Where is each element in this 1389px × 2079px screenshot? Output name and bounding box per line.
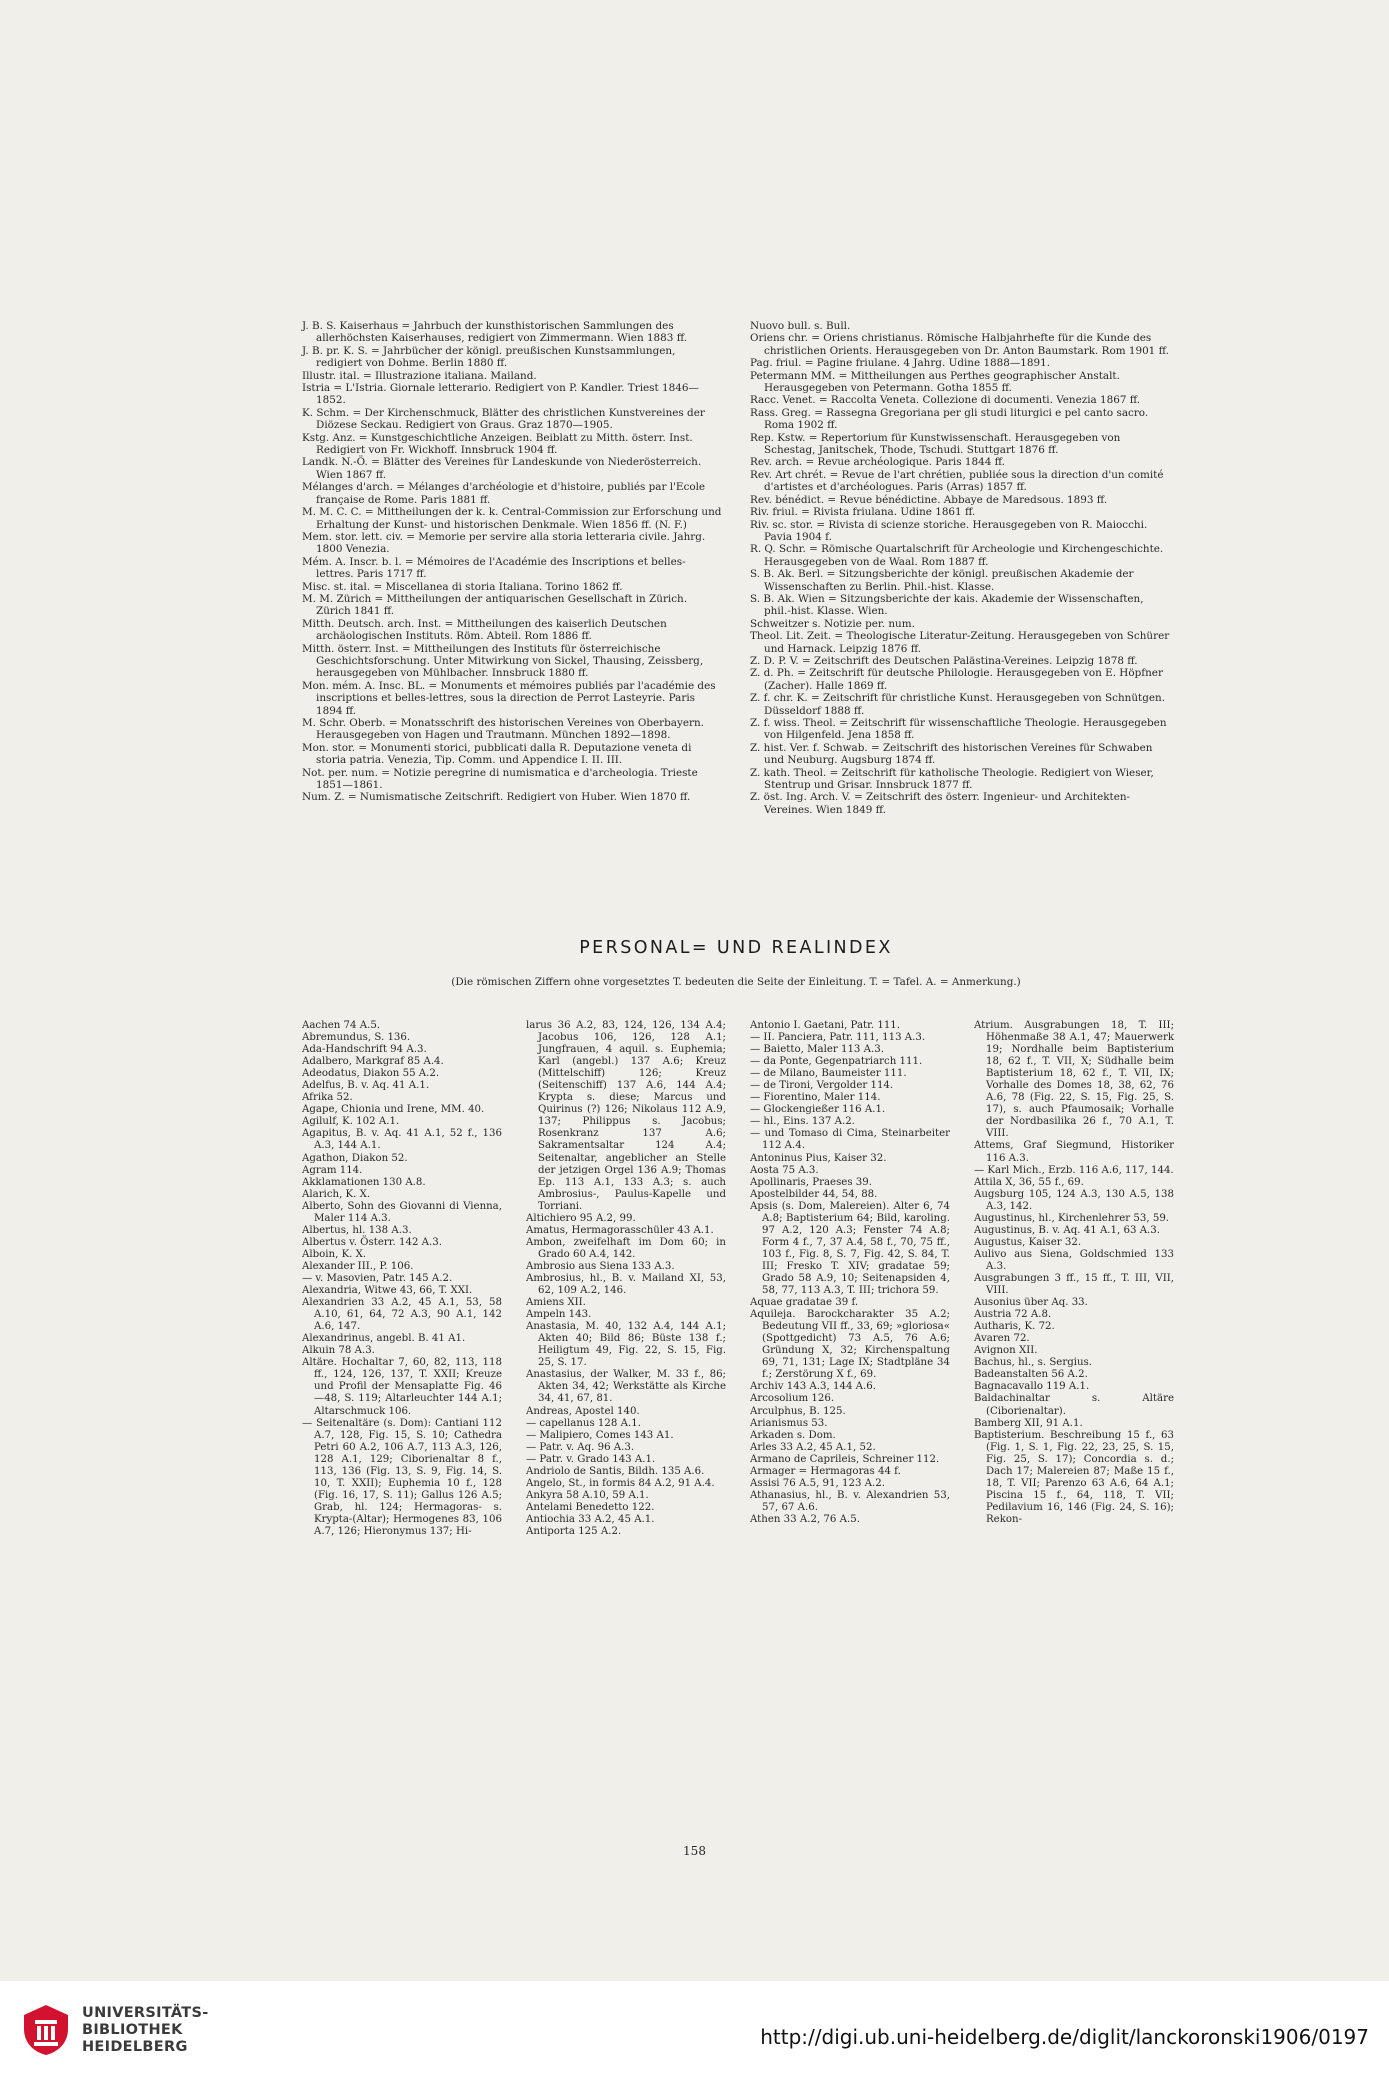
- index-entry: Aulivo aus Siena, Goldschmied 133 A.3.: [974, 1248, 1174, 1272]
- index-entry: Athen 33 A.2, 76 A.5.: [750, 1513, 860, 1525]
- index-entry: Alexandria, Witwe 43, 66, T. XXI.: [302, 1285, 473, 1297]
- abbreviation-entry: Theol. Lit. Zeit. = Theologische Literatur-Zeitung. Herausgegeben von Schürer und Harnack. Leipzig 1876 ff.: [750, 630, 1170, 655]
- index-entry: larus 36 A.2, 83, 124, 126, 134 A.4; Jacobus 106, 126, 128 A.1; Jungfrauen, 4 aquil. s. Euphemia; Karl (angebl.) 137 A.6; Kreuz (Mittelschiff) 126; Kreuz (Seitenschiff) 137 A.6, 144 A.4; Krypta s. diese; Marcus und Quirinus (?) 126; Nikolaus 112 A.9, 137; Philippus s. Jacobus; Rosenkranz 137 A.6; Sakramentsaltar 124 A.4; Seitenaltar, angeblicher an Stelle der jetzigen Orgel 136 A.9; Thomas Ep. 113 A.1, 133 A.3; s. auch Ambrosius-, Paulus-Kapelle und Torriani.: [526, 1020, 726, 1212]
- index-entry: Antiporta 125 A.2.: [526, 1525, 622, 1537]
- index-entry: Antoninus Pius, Kaiser 32.: [750, 1152, 887, 1164]
- abbreviation-entry: Rep. Kstw. = Repertorium für Kunstwissenschaft. Herausgegeben von Schestag, Janitschek, Thode, Tschudi. Stuttgart 1876 ff.: [750, 431, 1121, 457]
- abbreviation-entry: Rev. Art chrét. = Revue de l'art chrétien, publiée sous la direction d'un comité d'artistes et d'archéologues. Paris (Arras) 1857 ff.: [750, 468, 1164, 494]
- index-entry: Avignon XII.: [974, 1345, 1038, 1357]
- library-name-line-2: BIBLIOTHEK: [82, 2022, 183, 2038]
- index-entry: Apollinaris, Praeses 39.: [750, 1176, 873, 1188]
- index-list: [302, 1020, 1174, 1538]
- index-entry: Ankyra 58 A.10, 59 A.1.: [526, 1489, 649, 1501]
- index-entry: Alexander III., P. 106.: [302, 1260, 414, 1272]
- abbreviation-entry: S. B. Ak. Wien = Sitzungsberichte der kais. Akademie der Wissenschaften, phil.-hist. Klasse. Wien.: [750, 592, 1144, 618]
- index-entry: — Glockengießer 116 A.1.: [750, 1104, 886, 1116]
- index-entry: Badeanstalten 56 A.2.: [974, 1369, 1088, 1381]
- abbreviation-entry: Pag. friul. = Pagine friulane. 4 Jahrg. Udine 1888—1891.: [750, 357, 1051, 370]
- index-entry: — und Tomaso di Cima, Steinarbeiter 112 A.4.: [750, 1128, 950, 1152]
- abbreviation-entry: Z. d. Ph. = Zeitschrift für deutsche Philologie. Herausgegeben von E. Höpfner (Zacher). Halle 1869 ff.: [750, 667, 1163, 692]
- index-column-1: [302, 1020, 502, 1538]
- index-entry: Alboin, K. X.: [302, 1248, 367, 1260]
- index-entry: Alberto, Sohn des Giovanni di Vienna, Maler 114 A.3.: [302, 1200, 502, 1224]
- index-entry: Ampeln 143.: [526, 1309, 592, 1321]
- abbreviation-entry: Mitth. österr. Inst. = Mittheilungen des Instituts für österreichische Geschichtsforschung. Unter Mitwirkung von Sickel, Thausing, Zeissberg, herausgegeben von Mühlbacher. Innsbruck 1880 ff.: [302, 642, 704, 680]
- index-entry: Ambrosio aus Siena 133 A.3.: [526, 1260, 675, 1272]
- abbreviation-column-left: [302, 320, 722, 816]
- index-entry: Baptisterium. Beschreibung 15 f., 63 (Fig. 1, S. 1, Fig. 22, 23, 25, S. 15, Fig. 25, S. 17); Concordia s. d.; Dach 17; Malereien 87; Maße 15 f., 18, T. VII; Parenzo 63 A.6, 64 A.1; Piscina 15 f., 64, 118, T. VII; Pedilavium 16, 146 (Fig. 24, S. 16); Rekon-: [974, 1429, 1174, 1525]
- abbreviation-entry: Z. hist. Ver. f. Schwab. = Zeitschrift des historischen Vereines für Schwaben und Neuburg. Augsburg 1874 ff.: [750, 741, 1153, 767]
- index-entry: Adalbero, Markgraf 85 A.4.: [302, 1056, 444, 1068]
- index-entry: Antelami Benedetto 122.: [526, 1501, 655, 1513]
- index-entry: — Malipiero, Comes 143 A1.: [526, 1429, 674, 1441]
- abbreviation-column-right: [750, 320, 1170, 816]
- index-entry: Arles 33 A.2, 45 A.1, 52.: [750, 1441, 876, 1453]
- index-entry: Alexandrien 33 A.2, 45 A.1, 53, 58 A.10, 61, 64, 72 A.3, 90 A.1, 142 A.6, 147.: [302, 1297, 502, 1333]
- library-name-line-1: UNIVERSITÄTS-: [82, 2005, 209, 2021]
- index-column-2: [526, 1020, 726, 1538]
- index-entry: Angelo, St., in formis 84 A.2, 91 A.4.: [526, 1477, 715, 1489]
- index-entry: Athanasius, hl., B. v. Alexandrien 53, 57, 67 A.6.: [750, 1489, 950, 1513]
- index-entry: Ambrosius, hl., B. v. Mailand XI, 53, 62, 109 A.2, 146.: [526, 1272, 726, 1297]
- index-entry: Alexandrinus, angebl. B. 41 A1.: [302, 1333, 466, 1345]
- library-name: [82, 2005, 209, 2056]
- index-column-3: [750, 1020, 950, 1538]
- index-entry: Albertus v. Österr. 142 A.3.: [302, 1236, 442, 1248]
- index-entry: — capellanus 128 A.1.: [526, 1417, 641, 1429]
- index-entry: Akklamationen 130 A.8.: [302, 1176, 426, 1188]
- index-entry: Agram 114.: [302, 1164, 363, 1176]
- index-entry: Bagnacavallo 119 A.1.: [974, 1381, 1090, 1393]
- abbreviation-entry: M. Schr. Oberb. = Monatsschrift des historischen Vereines von Oberbayern. Herausgegeben von Hagen und Trautmann. München 1892—1898.: [302, 717, 704, 742]
- index-entry: Adeodatus, Diakon 55 A.2.: [302, 1068, 440, 1080]
- page-number: 158: [683, 1844, 706, 1858]
- index-entry: Altichiero 95 A.2, 99.: [526, 1212, 636, 1224]
- index-entry: Aquae gradatae 39 f.: [750, 1297, 859, 1309]
- index-entry: Abremundus, S. 136.: [302, 1032, 411, 1044]
- index-entry: — Baietto, Maler 113 A.3.: [750, 1044, 884, 1056]
- index-entry: Ausgrabungen 3 ff., 15 ff., T. III, VII, VIII.: [974, 1272, 1174, 1297]
- abbreviation-entry: Mitth. Deutsch. arch. Inst. = Mittheilungen des kaiserlich Deutschen archäologischen Instituts. Röm. Abteil. Rom 1886 ff.: [302, 617, 667, 643]
- index-entry: Antonio I. Gaetani, Patr. 111.: [750, 1020, 901, 1031]
- index-entry: Archiv 143 A.3, 144 A.6.: [750, 1381, 876, 1393]
- index-entry: — II. Panciera, Patr. 111, 113 A.3.: [750, 1032, 926, 1044]
- index-entry: — Fiorentino, Maler 114.: [750, 1092, 881, 1104]
- index-entry: Bachus, hl., s. Sergius.: [974, 1357, 1093, 1369]
- index-entry: — v. Masovien, Patr. 145 A.2.: [302, 1272, 453, 1284]
- abbreviation-entry: Z. f. wiss. Theol. = Zeitschrift für wissenschaftliche Theologie. Herausgegeben von Hilgenfeld. Jena 1858 ff.: [750, 717, 1167, 742]
- index-entry: Ada-Handschrift 94 A.3.: [302, 1044, 427, 1056]
- index-entry: Agilulf, K. 102 A.1.: [302, 1116, 400, 1128]
- abbreviation-list: [302, 320, 1170, 816]
- index-entry: Arkaden s. Dom.: [750, 1429, 836, 1441]
- abbreviation-entry: Z. f. chr. K. = Zeitschrift für christliche Kunst. Herausgegeben von Schnütgen. Düsseldorf 1888 ff.: [750, 692, 1166, 717]
- index-entry: Ambon, zweifelhaft im Dom 60; in Grado 60 A.4, 142.: [526, 1236, 726, 1260]
- index-entry: Amiens XII.: [526, 1297, 586, 1309]
- abbreviation-entry: J. B. pr. K. S. = Jahrbücher der königl. preußischen Kunstsammlungen, redigiert von Dohme. Berlin 1880 ff.: [302, 344, 676, 370]
- index-entry: Autharis, K. 72.: [974, 1321, 1055, 1333]
- abbreviation-entry: J. B. S. Kaiserhaus = Jahrbuch der kunsthistorischen Sammlungen des allerhöchsten Kaiserhauses, redigiert von Zimmermann. Wien 1883 ff.: [302, 320, 688, 345]
- index-entry: Arcosolium 126.: [750, 1393, 835, 1405]
- index-entry: Antiochia 33 A.2, 45 A.1.: [526, 1513, 655, 1525]
- abbreviation-entry: Mém. A. Inscr. b. l. = Mémoires de l'Académie des Inscriptions et belles-lettres. Paris 1717 ff.: [302, 555, 686, 581]
- abbreviation-entry: Z. kath. Theol. = Zeitschrift für katholische Theologie. Redigiert von Wieser, Stentrup und Grisar. Innsbruck 1877 ff.: [750, 766, 1154, 792]
- index-entry: Andriolo de Santis, Bildh. 135 A.6.: [526, 1465, 705, 1477]
- abbreviation-entry: Rev. bénédict. = Revue bénédictine. Abbaye de Maredsous. 1893 ff.: [750, 493, 1108, 506]
- index-entry: — Patr. v. Grado 143 A.1.: [526, 1453, 656, 1465]
- abbreviation-entry: Rev. arch. = Revue archéologique. Paris 1844 ff.: [750, 456, 1005, 469]
- footer-bar: [0, 1981, 1389, 2079]
- index-entry: Armano de Caprileis, Schreiner 112.: [750, 1453, 940, 1465]
- abbreviation-entry: Riv. sc. stor. = Rivista di scienze storiche. Herausgegeben von R. Maiocchi. Pavia 1904 f.: [750, 518, 1148, 543]
- abbreviation-entry: Z. öst. Ing. Arch. V. = Zeitschrift des österr. Ingenieur- und Architekten-Vereines. Wien 1849 ff.: [750, 791, 1131, 816]
- source-url-link[interactable]: http://digi.ub.uni-heidelberg.de/diglit/lanckoronski1906/0197: [760, 2025, 1369, 2049]
- index-entry: Alarich, K. X.: [302, 1188, 371, 1200]
- index-entry: Avaren 72.: [974, 1333, 1030, 1345]
- index-entry: — hl., Eins. 137 A.2.: [750, 1116, 855, 1128]
- index-entry: Arculphus, B. 125.: [750, 1405, 846, 1417]
- abbreviation-entry: Kstg. Anz. = Kunstgeschichtliche Anzeigen. Beiblatt zu Mitth. österr. Inst. Redigiert von Fr. Wickhoff. Innsbruck 1904 ff.: [302, 431, 693, 457]
- index-entry: Augustinus, hl., Kirchenlehrer 53, 59.: [974, 1212, 1170, 1224]
- index-entry: Ausonius über Aq. 33.: [974, 1297, 1088, 1309]
- index-entry: Augustinus, B. v. Aq. 41 A.1, 63 A.3.: [974, 1224, 1161, 1236]
- abbreviation-entry: Mem. stor. lett. civ. = Memorie per servire alla storia letteraria civile. Jahrg. 1800 Venezia.: [302, 530, 706, 556]
- index-entry: Arianismus 53.: [750, 1417, 828, 1429]
- index-entry: Altäre. Hochaltar 7, 60, 82, 113, 118 ff., 124, 126, 137, T. XXII; Kreuze und Profil der Mensaplatte Fig. 46—48, S. 119; Altarleuchter 144 A.1; Altarschmuck 106.: [302, 1357, 502, 1417]
- index-entry: Assisi 76 A.5, 91, 123 A.2.: [750, 1477, 885, 1489]
- library-name-line-3: HEIDELBERG: [82, 2039, 188, 2055]
- abbreviation-entry: Oriens chr. = Oriens christianus. Römische Halbjahrhefte für die Kunde des christlichen Orients. Herausgegeben von Dr. Anton Baumstark. Rom 1901 ff.: [750, 332, 1169, 357]
- index-entry: Albertus, hl. 138 A.3.: [302, 1224, 412, 1236]
- index-entry: — de Milano, Baumeister 111.: [750, 1068, 907, 1080]
- abbreviation-entry: R. Q. Schr. = Römische Quartalschrift für Archeologie und Kirchengeschichte. Herausgegeben von de Waal. Rom 1887 ff.: [750, 543, 1164, 568]
- index-entry: Aquileja. Barockcharakter 35 A.2; Bedeutung VII ff., 33, 69; »gloriosa« (Spottgedicht) 73 A.5, 76 A.6; Gründung X, 32; Kirchenspaltung 69, 71, 131; Lage IX; Stadtpläne 34 f.; Zerstörung X f., 69.: [750, 1309, 950, 1381]
- index-entry: Augsburg 105, 124 A.3, 130 A.5, 138 A.3, 142.: [974, 1188, 1174, 1212]
- abbreviation-entry: Nuovo bull. s. Bull.: [750, 320, 851, 332]
- index-entry: Baldachinaltar s. Altäre (Ciborienaltar).: [974, 1393, 1174, 1417]
- abbreviation-entry: Mon. mém. A. Insc. BL. = Monuments et mémoires publiés par l'académie des inscriptions et belles-lettres, sous la direction de Perrot Lasteyrie. Paris 1894 ff.: [302, 679, 716, 717]
- abbreviation-entry: Rass. Greg. = Rassegna Gregoriana per gli studi liturgici e pel canto sacro. Roma 1902 ff.: [750, 406, 1149, 432]
- abbreviation-entry: Schweitzer s. Notizie per. num.: [750, 617, 915, 630]
- abbreviation-entry: Illustr. ital. = Illustrazione italiana. Mailand.: [302, 369, 537, 382]
- index-entry: Bamberg XII, 91 A.1.: [974, 1417, 1083, 1429]
- index-entry: — da Ponte, Gegenpatriarch 111.: [750, 1056, 923, 1068]
- index-entry: Aosta 75 A.3.: [750, 1164, 819, 1176]
- abbreviation-entry: M. M. Zürich = Mittheilungen der antiquarischen Gesellschaft in Zürich. Zürich 1841 ff.: [302, 592, 688, 618]
- abbreviation-entry: Z. D. P. V. = Zeitschrift des Deutschen Palästina-Vereines. Leipzig 1878 ff.: [750, 654, 1138, 667]
- index-entry: Aachen 74 A.5.: [302, 1020, 381, 1031]
- abbreviation-entry: K. Schm. = Der Kirchenschmuck, Blätter des christlichen Kunstvereines der Diözese Seckau. Redigiert von Graus. Graz 1870—1905.: [302, 406, 705, 432]
- index-entry: Attems, Graf Siegmund, Historiker 116 A.3.: [974, 1140, 1174, 1164]
- index-entry: Apostelbilder 44, 54, 88.: [750, 1188, 878, 1200]
- index-entry: — Patr. v. Aq. 96 A.3.: [526, 1441, 635, 1453]
- abbreviation-entry: Num. Z. = Numismatische Zeitschrift. Redigiert von Huber. Wien 1870 ff.: [302, 791, 691, 804]
- index-entry: Agape, Chionia und Irene, MM. 40.: [302, 1104, 485, 1116]
- index-entry: Alkuin 78 A.3.: [302, 1345, 375, 1357]
- section-title: PERSONAL= UND REALINDEX: [579, 938, 893, 958]
- index-entry: Armager = Hermagoras 44 f.: [750, 1465, 901, 1477]
- abbreviation-entry: Not. per. num. = Notizie peregrine di numismatica e d'archeologia. Trieste 1851—1861.: [302, 766, 698, 792]
- index-entry: — Karl Mich., Erzb. 116 A.6, 117, 144.: [974, 1164, 1174, 1176]
- index-entry: — de Tironi, Vergolder 114.: [750, 1080, 894, 1092]
- abbreviation-entry: Mon. stor. = Monumenti storici, pubblicati dalla R. Deputazione veneta di storia patria. Venezia, Tip. Comm. und Appendice I. II. III.: [302, 741, 692, 767]
- index-entry: Atrium. Ausgrabungen 18, T. III; Höhenmaße 38 A.1, 47; Mauerwerk 19; Nordhalle beim Baptisterium 18, 62 f., T. VII, X; Südhalle beim Baptisterium 18, 62 f., T. VII, IX; Vorhalle des Domes 18, 38, 62, 76 A.6, 78 (Fig. 22, S. 15, Fig. 25, S. 17), s. auch Pfaumosaik; Vorhalle der Nordbasilika 26 f., 70 A.1, T. VIII.: [974, 1020, 1174, 1140]
- index-entry: Apsis (s. Dom, Malereien). Alter 6, 74 A.8; Baptisterium 64; Bild, karoling. 97 A.2, 120 A.3; Fenster 74 A.8; Form 4 f., 7, 37 A.4, 58 f., 70, 75 ff., 103 f., Fig. 8, S. 7, Fig. 42, S. 84, T. III; Fresko T. XIV; gradatae 59; Grado 58 A.9, 10; Seitenapsiden 4, 58, 77, 113 A.3, T. III; trichora 59.: [750, 1200, 950, 1297]
- section-note: (Die römischen Ziffern ohne vorgesetztes T. bedeuten die Seite der Einleitung. T. = Tafel. A. = Anmerkung.): [451, 976, 1021, 988]
- index-column-4: [974, 1020, 1174, 1538]
- index-entry: Agapitus, B. v. Aq. 41 A.1, 52 f., 136 A.3, 144 A.1.: [302, 1128, 502, 1152]
- index-entry: Austria 72 A.8.: [974, 1309, 1052, 1321]
- abbreviation-entry: Mélanges d'arch. = Mélanges d'archéologie et d'histoire, publiés par l'Ecole française de Rome. Paris 1881 ff.: [302, 481, 706, 506]
- abbreviation-entry: Racc. Venet. = Raccolta Veneta. Collezione di documenti. Venezia 1867 ff.: [750, 394, 1141, 407]
- abbreviation-entry: Riv. friul. = Rivista friulana. Udine 1861 ff.: [750, 506, 976, 519]
- index-entry: Augustus, Kaiser 32.: [974, 1236, 1082, 1248]
- university-library-logo-icon: [20, 2003, 72, 2057]
- abbreviation-entry: Istria = L'Istria. Giornale letterario. Redigiert von P. Kandler. Triest 1846—1852.: [302, 382, 699, 407]
- index-entry: Agathon, Diakon 52.: [302, 1152, 408, 1164]
- abbreviation-entry: M. M. C. C. = Mittheilungen der k. k. Central-Commission zur Erforschung und Erhaltung der Kunst- und historischen Denkmale. Wien 1856 ff. (N. F.): [302, 506, 722, 531]
- abbreviation-entry: Misc. st. ital. = Miscellanea di storia Italiana. Torino 1862 ff.: [302, 580, 623, 593]
- abbreviation-entry: S. B. Ak. Berl. = Sitzungsberichte der königl. preußischen Akademie der Wissenschaften zu Berlin. Phil.-hist. Klasse.: [750, 568, 1134, 593]
- index-entry: Anastasia, M. 40, 132 A.4, 144 A.1; Akten 40; Bild 86; Büste 138 f.; Heiligtum 49, Fig. 22, S. 15, Fig. 25, S. 17.: [526, 1321, 726, 1369]
- index-entry: Andreas, Apostel 140.: [526, 1405, 640, 1417]
- index-entry: — Seitenaltäre (s. Dom): Cantiani 112 A.7, 128, Fig. 15, S. 10; Cathedra Petri 60 A.2, 106 A.7, 113 A.3, 126, 128 A.1, 129; Ciborienaltar 8 f., 113, 136 (Fig. 13, S. 9, Fig. 14, S. 10, T. XXII); Euphemia 10 f., 128 (Fig. 16, 17, S. 11); Gallus 126 A.5; Grab, hl. 124; Hermagoras- s. Krypta-(Altar); Hermogenes 83, 106 A.7, 126; Hieronymus 137; Hi-: [302, 1417, 502, 1537]
- index-entry: Afrika 52.: [302, 1092, 353, 1104]
- index-entry: Amatus, Hermagorasschüler 43 A.1.: [526, 1224, 714, 1236]
- index-entry: Anastasius, der Walker, M. 33 f., 86; Akten 34, 42; Werkstätte als Kirche 34, 41, 67, 81.: [526, 1369, 726, 1405]
- abbreviation-entry: Petermann MM. = Mittheilungen aus Perthes geographischer Anstalt. Herausgegeben von Petermann. Gotha 1855 ff.: [750, 369, 1120, 395]
- index-entry: Adelfus, B. v. Aq. 41 A.1.: [302, 1080, 430, 1092]
- index-entry: Attila X, 36, 55 f., 69.: [974, 1176, 1084, 1188]
- abbreviation-entry: Landk. N.-Ö. = Blätter des Vereines für Landeskunde von Niederösterreich. Wien 1867 ff.: [302, 456, 702, 481]
